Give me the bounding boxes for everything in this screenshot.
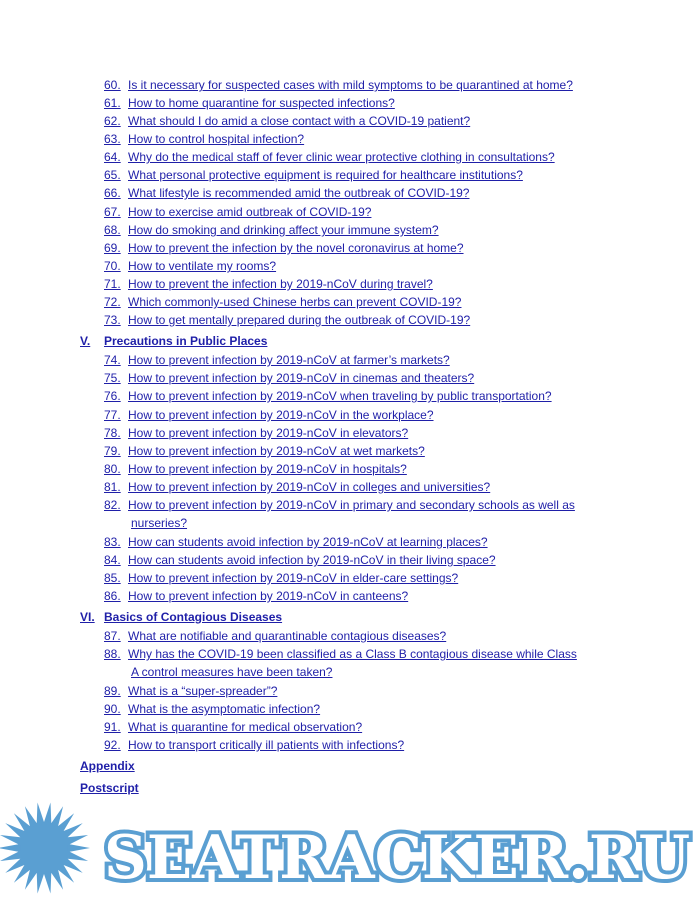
sun-burst-icon	[0, 803, 90, 894]
watermark-text: SEATRACKER.RU	[104, 823, 690, 893]
watermark-logo	[0, 790, 696, 901]
